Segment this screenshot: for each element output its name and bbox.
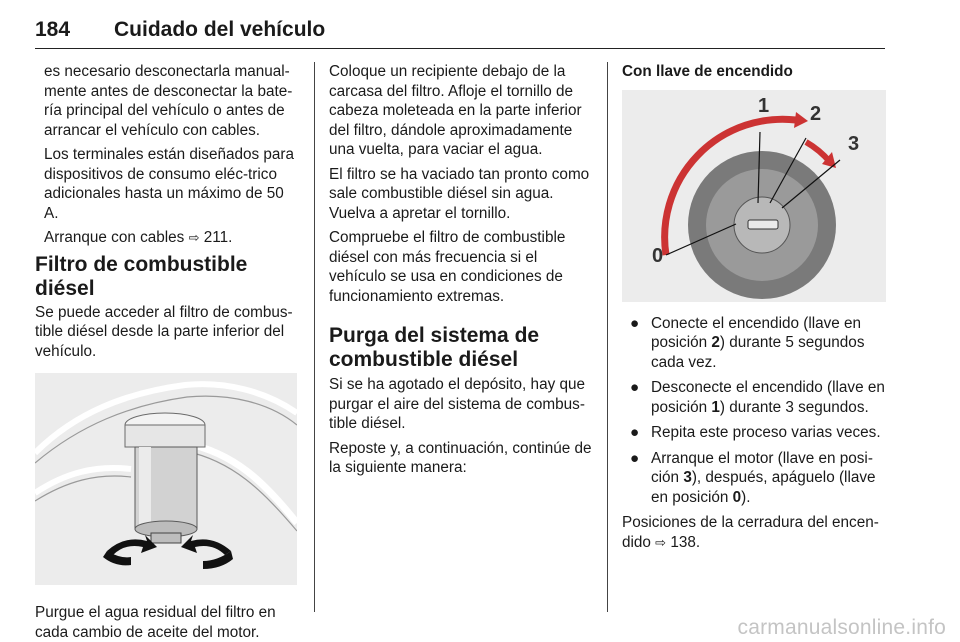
paragraph: Compruebe el filtro de combustible diésel con más frecuencia si el vehículo se usa en condiciones de funcionamiento extremas. — [329, 229, 566, 305]
list-item — [622, 314, 886, 373]
column-divider-1 — [314, 62, 315, 612]
bullet-icon: ● — [630, 424, 640, 441]
list-text: ), después, apáguelo (llave en posición — [651, 469, 876, 506]
diesel-filter-illustration — [35, 373, 297, 585]
reference-text: Arranque con cables — [44, 229, 185, 246]
bullet-icon: ● — [630, 314, 640, 332]
watermark: carmanualsonline.info — [737, 616, 946, 639]
column-2 — [329, 62, 593, 483]
reference-arrow-icon: ⇨ — [188, 230, 200, 245]
bullet-icon: ● — [630, 449, 640, 467]
reference-arrow-icon: ⇨ — [655, 534, 667, 550]
cross-reference — [35, 228, 297, 248]
key-position: 3 — [683, 469, 692, 486]
cross-reference — [622, 513, 886, 552]
paragraph: Se puede acceder al filtro de combus-tible diésel desde la parte inferior del vehículo. — [35, 303, 293, 360]
list-text: Desconecte el encendido (llave en posición — [651, 379, 885, 416]
paragraph: Purgue el agua residual del filtro en cada cambio de aceite del motor. — [35, 604, 276, 641]
heading-diesel-filter: Filtro de combustible diésel — [35, 252, 248, 300]
heading-bleed-system: Purga del sistema de combustible diésel — [329, 324, 540, 371]
paragraph: El filtro se ha vaciado tan pronto como sale combustible diésel sin agua. Vuelva a apretar el tornillo. — [329, 165, 590, 222]
subheading-ignition-key: Con llave de encendido — [622, 63, 793, 80]
column-1 — [35, 62, 297, 642]
list-item — [622, 423, 886, 443]
bullet-icon: ● — [630, 379, 640, 396]
paragraph: Reposte y, a continuación, continúe de la siguiente manera: — [329, 439, 592, 476]
page-number: 184 — [35, 18, 71, 41]
key-position: 2 — [711, 334, 720, 351]
paragraph: Los terminales están diseñados para dispositivos de consumo eléc-trico adicionales hasta un máximo de 50 A. — [44, 146, 295, 222]
position-label-1: 1 — [758, 94, 770, 117]
list-text: Arranque el motor (llave en posi-ción — [651, 449, 873, 486]
paragraph: Si se ha agotado el depósito, hay que purgar el aire del sistema de combus-tible diésel. — [329, 376, 585, 432]
reference-text: Posiciones de la cerradura del encen-dido — [622, 514, 879, 551]
ignition-positions-diagram — [622, 90, 886, 302]
position-label-3: 3 — [848, 132, 860, 155]
reference-page[interactable]: 211. — [203, 229, 233, 246]
column-3 — [622, 62, 886, 557]
position-label-0: 0 — [652, 244, 664, 267]
key-position: 1 — [711, 398, 720, 416]
paragraph: Coloque un recipiente debajo de la carcasa del filtro. Afloje el tornillo de cabeza moleteada en la parte inferior del filtro, dándole aproximadamente una vuelta, para vaciar el agua. — [329, 63, 582, 158]
column-divider-2 — [607, 62, 608, 612]
key-position: 0 — [732, 488, 742, 506]
list-text: Repita este proceso varias veces. — [651, 424, 881, 441]
list-item — [622, 449, 886, 508]
list-text: Conecte el encendido (llave en posición — [651, 314, 862, 351]
header-divider — [35, 48, 885, 49]
list-text: ) durante 5 segundos cada vez. — [651, 334, 865, 371]
section-title: Cuidado del vehículo — [114, 18, 326, 41]
position-label-2: 2 — [810, 102, 822, 125]
reference-page[interactable]: 138. — [670, 533, 701, 551]
list-item — [622, 378, 886, 417]
instruction-list — [622, 314, 886, 508]
list-text: ) durante 3 segundos. — [719, 398, 869, 416]
list-text: ). — [741, 488, 751, 506]
paragraph: es necesario desconectarla manual-mente antes de desconectar la bate-ría principal del vehículo o antes de arrancar el vehículo con cables. — [44, 63, 293, 139]
page-header — [35, 12, 885, 52]
